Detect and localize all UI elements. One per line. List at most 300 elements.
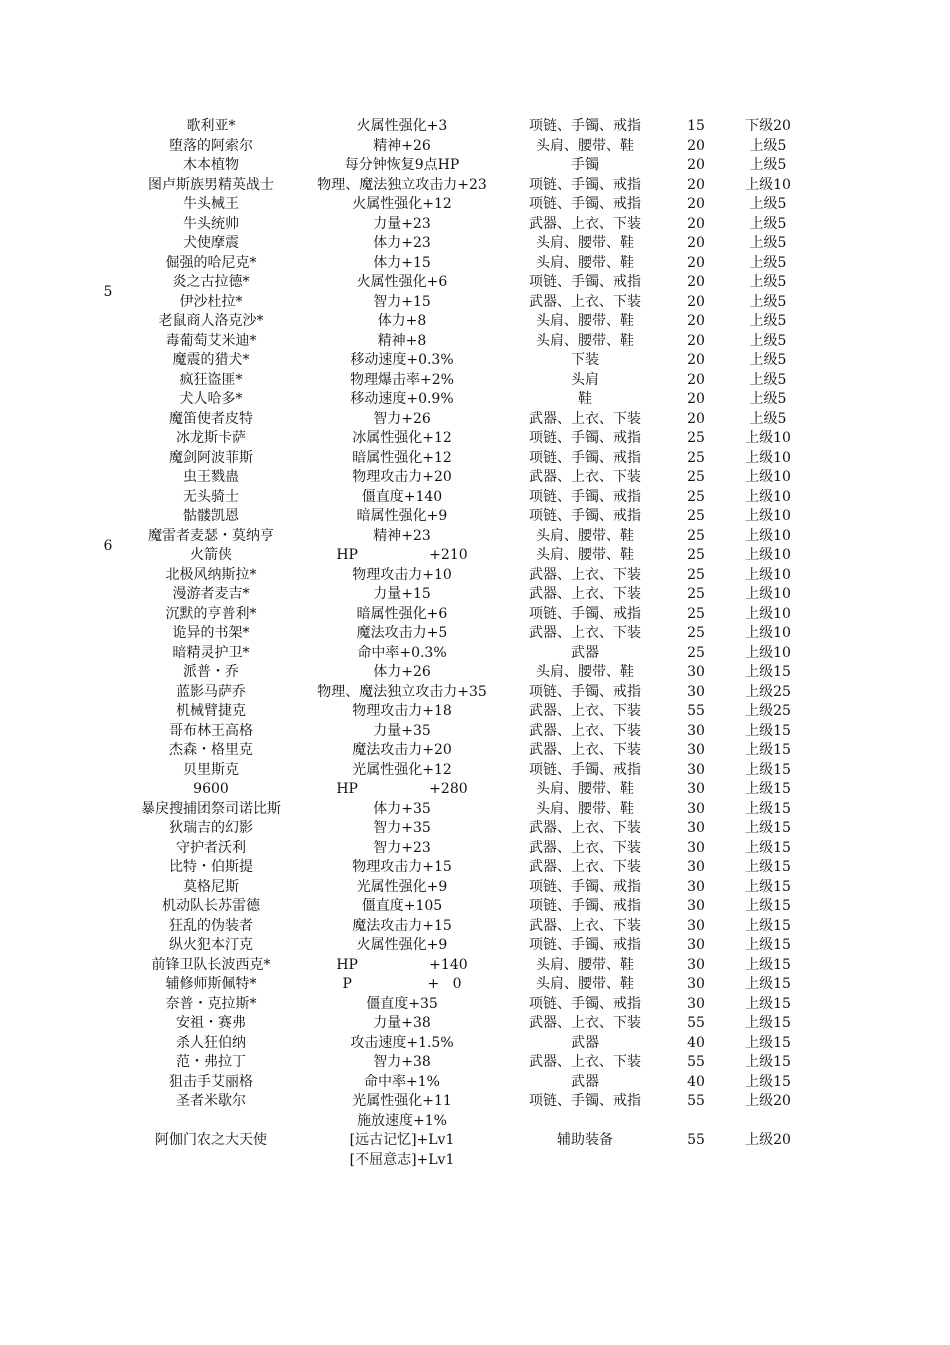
card-name: 贝里斯克: [183, 761, 239, 778]
card-effect: 光属性强化+9: [356, 878, 448, 895]
card-level: 30: [687, 761, 705, 778]
table-row: [0, 312, 950, 332]
card-rarity: 上级5: [749, 332, 787, 349]
card-effect: 僵直度+140: [361, 488, 443, 505]
card-rarity: 上级15: [745, 742, 791, 758]
card-level: 25: [687, 488, 705, 505]
card-rarity: 上级15: [745, 859, 791, 875]
card-effect: 物理、魔法独立攻击力+23: [317, 176, 487, 193]
table-row: [0, 936, 950, 956]
card-effect: 体力+8: [377, 313, 427, 329]
card-name: 牛头统帅: [183, 215, 239, 232]
card-rarity: 上级5: [749, 391, 787, 407]
card-level: 30: [687, 820, 705, 836]
card-level: 30: [687, 859, 705, 875]
table-row: [0, 1034, 950, 1054]
card-rarity: 上级5: [749, 254, 787, 271]
card-rarity: 上级10: [745, 586, 791, 602]
card-table: [0, 117, 950, 1170]
card-effect: 体力+15: [373, 254, 431, 271]
table-row: [0, 975, 950, 995]
card-effect: 魔法攻击力+5: [356, 625, 448, 641]
table-row: [0, 761, 950, 781]
card-level: 20: [687, 254, 705, 271]
card-effect: 火属性强化+6: [356, 274, 448, 290]
card-effect: 智力+26: [373, 410, 431, 427]
card-slot: 武器、上衣、下装: [529, 215, 641, 232]
card-rarity: 上级20: [745, 1132, 791, 1148]
card-name: 蓝影马萨乔: [176, 683, 246, 700]
card-effect: 智力+35: [373, 820, 431, 836]
table-row: [0, 156, 950, 176]
card-rarity: 上级15: [745, 1073, 791, 1090]
card-name: 北极风纳斯拉*: [165, 566, 257, 583]
card-name: 奈普・克拉斯*: [165, 995, 257, 1012]
card-slot: 武器、上衣、下装: [529, 410, 641, 427]
card-name: 堕落的阿索尔: [169, 137, 253, 154]
card-level: 55: [687, 1132, 705, 1148]
card-rarity: 下级20: [745, 118, 791, 134]
table-row: [0, 897, 950, 917]
card-rarity: 上级5: [749, 352, 787, 368]
card-slot: 项链、手镯、戒指: [529, 1093, 641, 1109]
card-effect: 暗属性强化+6: [356, 605, 448, 622]
card-level: 25: [687, 449, 705, 466]
card-level: 20: [687, 293, 705, 310]
card-effect: 物理攻击力+10: [352, 566, 452, 583]
card-effect: 智力+15: [373, 293, 431, 310]
card-slot: 项链、手镯、戒指: [529, 449, 641, 466]
table-row: [0, 995, 950, 1015]
card-slot: 项链、手镯、戒指: [529, 995, 641, 1012]
card-effect: [远古记忆]+Lv1: [349, 1132, 455, 1148]
card-slot: 武器: [571, 1073, 599, 1090]
card-level: 40: [687, 1073, 705, 1090]
card-effect: 每分钟恢复9点HP: [344, 157, 460, 173]
card-level: 25: [687, 547, 705, 563]
card-name: 火箭侠: [190, 547, 232, 563]
card-rarity: 上级15: [745, 917, 791, 934]
card-slot: 项链、手镯、戒指: [529, 761, 641, 778]
card-level: 20: [687, 274, 705, 290]
table-row: [0, 429, 950, 449]
table-row: [0, 176, 950, 196]
card-slot: 头肩: [571, 371, 599, 388]
card-effect: 移动速度+0.3%: [350, 352, 454, 368]
card-level: 30: [687, 956, 705, 973]
card-name: 魔剑阿波菲斯: [169, 449, 253, 466]
card-effect: 移动速度+0.9%: [350, 391, 454, 407]
card-level: 25: [687, 644, 705, 661]
card-rarity: 上级15: [745, 781, 791, 797]
card-name: 木本植物: [183, 157, 239, 173]
card-rarity: 上级5: [749, 196, 787, 212]
table-row: [0, 546, 950, 566]
card-rarity: 上级5: [749, 371, 787, 388]
card-rarity: 上级15: [745, 976, 791, 992]
card-effect: 智力+38: [373, 1054, 431, 1070]
card-effect: 暗属性强化+12: [352, 449, 452, 466]
card-slot: 项链、手镯、戒指: [529, 605, 641, 622]
card-effect: HP +280: [336, 781, 468, 797]
card-slot: 头肩、腰带、鞋: [536, 527, 634, 544]
table-row: [0, 1112, 950, 1132]
card-level: 20: [687, 410, 705, 427]
card-rarity: 上级15: [745, 839, 791, 856]
card-effect: 物理爆击率+2%: [350, 371, 454, 388]
card-slot: 武器: [571, 644, 599, 661]
card-rarity: 上级10: [745, 449, 791, 466]
card-name: 漫游者麦吉*: [172, 586, 250, 602]
card-rarity: 上级10: [745, 644, 791, 661]
card-name: 比特・伯斯提: [169, 859, 253, 875]
table-row: [0, 644, 950, 664]
card-slot: 鞋: [578, 391, 592, 407]
card-name: 纵火犯本汀克: [169, 937, 253, 953]
card-slot: 辅助装备: [557, 1132, 613, 1148]
card-slot: 头肩、腰带、鞋: [536, 235, 634, 251]
card-name: 魔震的猎犬*: [172, 352, 250, 368]
card-effect: 体力+35: [373, 800, 431, 817]
card-effect: 冰属性强化+12: [352, 430, 452, 446]
card-effect: P + 0: [342, 976, 462, 992]
card-slot: 武器、上衣、下装: [529, 820, 641, 836]
card-rarity: 上级10: [745, 527, 791, 544]
card-level: 25: [687, 605, 705, 622]
card-rarity: 上级15: [745, 937, 791, 953]
card-name: 老鼠商人洛克沙*: [158, 313, 264, 329]
table-row: [0, 878, 950, 898]
card-level: 20: [687, 313, 705, 329]
card-effect: 光属性强化+11: [352, 1093, 452, 1109]
card-slot: 项链、手镯、戒指: [529, 508, 641, 524]
card-name: 伊沙杜拉*: [179, 293, 243, 310]
card-name: 辅修师斯佩特*: [165, 976, 257, 992]
card-effect: 精神+23: [373, 527, 431, 544]
table-row: [0, 254, 950, 274]
card-level: 30: [687, 664, 705, 680]
card-rarity: 上级5: [749, 313, 787, 329]
card-rarity: 上级5: [749, 137, 787, 154]
card-name: 哥布林王高格: [169, 722, 253, 739]
card-effect: 攻击速度+1.5%: [350, 1034, 454, 1051]
card-level: 40: [687, 1034, 705, 1051]
table-row: [0, 410, 950, 430]
card-slot: 武器、上衣、下装: [529, 566, 641, 583]
card-effect: 魔法攻击力+20: [352, 742, 452, 758]
card-slot: 头肩、腰带、鞋: [536, 137, 634, 154]
table-row: [0, 449, 950, 469]
card-rarity: 上级5: [749, 235, 787, 251]
card-level: 25: [687, 430, 705, 446]
table-row: [0, 1131, 950, 1151]
card-name: 炎之古拉德*: [172, 274, 250, 290]
card-slot: 项链、手镯、戒指: [529, 488, 641, 505]
card-level: 20: [687, 235, 705, 251]
card-slot: 武器、上衣、下装: [529, 1054, 641, 1070]
card-effect: 力量+35: [373, 722, 431, 739]
table-row: [0, 468, 950, 488]
card-level: 30: [687, 839, 705, 856]
card-name: 阿伽门农之大天使: [155, 1132, 267, 1148]
card-name: 倔强的哈尼克*: [165, 254, 257, 271]
card-slot: 头肩、腰带、鞋: [536, 664, 634, 680]
card-name: 虫王戮蛊: [183, 469, 239, 485]
card-name: 歌利亚*: [186, 118, 236, 134]
card-name: 犬人哈多*: [179, 391, 243, 407]
card-rarity: 上级10: [745, 469, 791, 485]
card-rarity: 上级15: [745, 820, 791, 836]
card-slot: 武器: [571, 1034, 599, 1051]
card-slot: 武器、上衣、下装: [529, 839, 641, 856]
card-level: 20: [687, 391, 705, 407]
card-effect: 僵直度+35: [366, 995, 438, 1012]
card-effect: 精神+8: [377, 332, 427, 349]
card-name: 派普・乔: [183, 664, 239, 680]
card-slot: 头肩、腰带、鞋: [536, 313, 634, 329]
card-effect: 物理攻击力+18: [352, 703, 452, 719]
card-rarity: 上级15: [745, 800, 791, 817]
card-rarity: 上级15: [745, 878, 791, 895]
card-slot: 头肩、腰带、鞋: [536, 976, 634, 992]
card-slot: 武器、上衣、下装: [529, 1015, 641, 1031]
table-row: [0, 137, 950, 157]
card-rarity: 上级15: [745, 664, 791, 680]
card-effect: 物理攻击力+20: [352, 469, 452, 485]
card-slot: 头肩、腰带、鞋: [536, 800, 634, 817]
table-row: [0, 741, 950, 761]
table-row: [0, 819, 950, 839]
card-level: 20: [687, 371, 705, 388]
card-rarity: 上级15: [745, 1054, 791, 1070]
group-label: 5: [103, 284, 113, 300]
card-rarity: 上级15: [745, 1034, 791, 1051]
card-level: 30: [687, 800, 705, 817]
card-slot: 武器、上衣、下装: [529, 917, 641, 934]
card-slot: 武器、上衣、下装: [529, 293, 641, 310]
table-row: [0, 351, 950, 371]
card-effect: 力量+38: [373, 1015, 431, 1031]
card-effect: HP +210: [336, 547, 468, 563]
card-slot: 头肩、腰带、鞋: [536, 332, 634, 349]
card-rarity: 上级10: [745, 430, 791, 446]
card-name: 狙击手艾丽格: [169, 1073, 253, 1090]
table-row: [0, 722, 950, 742]
card-rarity: 上级10: [745, 625, 791, 641]
card-slot: 头肩、腰带、鞋: [536, 956, 634, 973]
card-level: 20: [687, 196, 705, 212]
card-name: 狂乱的伪装者: [169, 917, 253, 934]
card-slot: 武器、上衣、下装: [529, 625, 641, 641]
table-row: [0, 507, 950, 527]
card-level: 20: [687, 157, 705, 173]
card-rarity: 上级15: [745, 956, 791, 973]
card-level: 30: [687, 683, 705, 700]
card-slot: 头肩、腰带、鞋: [536, 547, 634, 563]
card-level: 30: [687, 937, 705, 953]
card-level: 20: [687, 137, 705, 154]
table-row: [0, 780, 950, 800]
card-slot: 项链、手镯、戒指: [529, 683, 641, 700]
card-effect: 物理、魔法独立攻击力+35: [317, 683, 487, 700]
card-name: 前锋卫队长波西克*: [151, 956, 271, 973]
card-effect: 体力+23: [373, 235, 431, 251]
card-level: 30: [687, 781, 705, 797]
table-row: [0, 917, 950, 937]
card-level: 20: [687, 215, 705, 232]
card-effect: 火属性强化+9: [356, 937, 448, 953]
card-effect: 力量+15: [373, 586, 431, 602]
card-slot: 武器、上衣、下装: [529, 722, 641, 739]
group-label: 6: [103, 537, 113, 554]
card-rarity: 上级15: [745, 722, 791, 739]
card-effect: HP +140: [336, 956, 468, 973]
card-level: 25: [687, 508, 705, 524]
card-level: 25: [687, 469, 705, 485]
card-slot: 项链、手镯、戒指: [529, 274, 641, 290]
card-name: 杰森・格里克: [169, 742, 253, 758]
table-row: [0, 624, 950, 644]
card-effect: 光属性强化+12: [352, 761, 452, 778]
card-name: 犬使摩震: [183, 235, 239, 251]
card-slot: 武器、上衣、下装: [529, 859, 641, 875]
card-rarity: 上级10: [745, 508, 791, 524]
card-name: 狄瑞吉的幻影: [169, 820, 253, 836]
card-effect: 精神+26: [373, 137, 431, 154]
table-row: [0, 605, 950, 625]
table-row: [0, 585, 950, 605]
card-rarity: 上级5: [749, 157, 787, 173]
card-slot: 武器、上衣、下装: [529, 469, 641, 485]
card-rarity: 上级25: [745, 683, 791, 700]
card-rarity: 上级15: [745, 995, 791, 1012]
card-slot: 头肩、腰带、鞋: [536, 781, 634, 797]
card-rarity: 上级5: [749, 274, 787, 290]
card-level: 25: [687, 527, 705, 544]
card-level: 30: [687, 878, 705, 895]
table-row: [0, 293, 950, 313]
card-slot: 武器、上衣、下装: [529, 586, 641, 602]
card-effect: 魔法攻击力+15: [352, 917, 452, 934]
card-level: 25: [687, 625, 705, 641]
table-row: [0, 215, 950, 235]
card-name: 暴戾搜捕团祭司诺比斯: [141, 800, 281, 817]
table-row: [0, 1053, 950, 1073]
card-rarity: 上级10: [745, 176, 791, 193]
card-slot: 手镯: [571, 157, 599, 173]
card-slot: 武器、上衣、下装: [529, 703, 641, 719]
table-row: [0, 371, 950, 391]
card-name: 圣者米歇尔: [176, 1093, 246, 1109]
table-row: [0, 683, 950, 703]
table-row: [0, 663, 950, 683]
card-rarity: 上级10: [745, 488, 791, 505]
card-level: 55: [687, 1015, 705, 1031]
table-row: [0, 234, 950, 254]
card-name: 魔雷者麦瑟・莫纳亨: [148, 527, 274, 544]
card-level: 25: [687, 566, 705, 583]
card-effect: 火属性强化+3: [356, 118, 448, 134]
table-row: [0, 702, 950, 722]
table-row: [0, 527, 950, 547]
table-row: [0, 273, 950, 293]
card-name: 图卢斯族男精英战士: [148, 176, 274, 193]
card-slot: 项链、手镯、戒指: [529, 430, 641, 446]
card-name: 守护者沃利: [176, 839, 246, 856]
card-level: 20: [687, 176, 705, 193]
table-row: [0, 1014, 950, 1034]
card-effect: 命中率+0.3%: [357, 644, 447, 661]
card-rarity: 上级5: [749, 293, 787, 310]
card-name: 毒葡萄艾米迪*: [165, 332, 257, 349]
card-level: 55: [687, 1054, 705, 1070]
card-name: 9600: [193, 781, 229, 797]
card-rarity: 上级15: [745, 898, 791, 914]
card-rarity: 上级20: [745, 1093, 791, 1109]
card-level: 30: [687, 742, 705, 758]
card-level: 20: [687, 332, 705, 349]
card-name: 范・弗拉丁: [176, 1054, 246, 1070]
table-row: [0, 839, 950, 859]
card-slot: 项链、手镯、戒指: [529, 196, 641, 212]
card-name: 牛头械王: [183, 196, 239, 212]
card-slot: 项链、手镯、戒指: [529, 898, 641, 914]
card-effect: 命中率+1%: [364, 1073, 440, 1090]
card-slot: 头肩、腰带、鞋: [536, 254, 634, 271]
card-slot: 项链、手镯、戒指: [529, 937, 641, 953]
card-name: 魔笛使者皮特: [169, 410, 253, 427]
card-effect: 物理攻击力+15: [352, 859, 452, 875]
table-row: [0, 1073, 950, 1093]
card-rarity: 上级10: [745, 605, 791, 622]
card-name: 诡异的书架*: [172, 625, 250, 641]
table-row: [0, 488, 950, 508]
card-rarity: 上级15: [745, 761, 791, 778]
card-effect: 僵直度+105: [361, 898, 443, 914]
card-effect: 火属性强化+12: [352, 196, 452, 212]
card-name: 暗精灵护卫*: [172, 644, 250, 661]
table-row: [0, 1151, 950, 1171]
card-rarity: 上级15: [745, 1015, 791, 1031]
card-slot: 武器、上衣、下装: [529, 742, 641, 758]
card-name: 机动队长苏雷德: [162, 898, 260, 914]
table-row: [0, 956, 950, 976]
card-effect: 施放速度+1%: [357, 1112, 447, 1129]
table-row: [0, 800, 950, 820]
card-slot: 项链、手镯、戒指: [529, 878, 641, 895]
card-level: 30: [687, 976, 705, 992]
card-effect: 力量+23: [373, 215, 431, 232]
card-level: 20: [687, 352, 705, 368]
card-rarity: 上级5: [749, 215, 787, 232]
card-slot: 项链、手镯、戒指: [529, 176, 641, 193]
card-slot: 项链、手镯、戒指: [529, 118, 641, 134]
table-row: [0, 566, 950, 586]
card-effect: 智力+23: [373, 839, 431, 856]
table-row: [0, 1092, 950, 1112]
card-level: 55: [687, 703, 705, 719]
card-level: 25: [687, 586, 705, 602]
card-name: 沉默的亨普利*: [165, 605, 257, 622]
card-name: 莫格尼斯: [183, 878, 239, 895]
table-row: [0, 195, 950, 215]
card-rarity: 上级10: [745, 547, 791, 563]
card-rarity: 上级10: [745, 566, 791, 583]
card-effect: [不屈意志]+Lv1: [349, 1151, 455, 1168]
card-effect: 体力+26: [373, 664, 431, 680]
card-level: 30: [687, 722, 705, 739]
card-name: 杀人狂伯纳: [176, 1034, 246, 1051]
